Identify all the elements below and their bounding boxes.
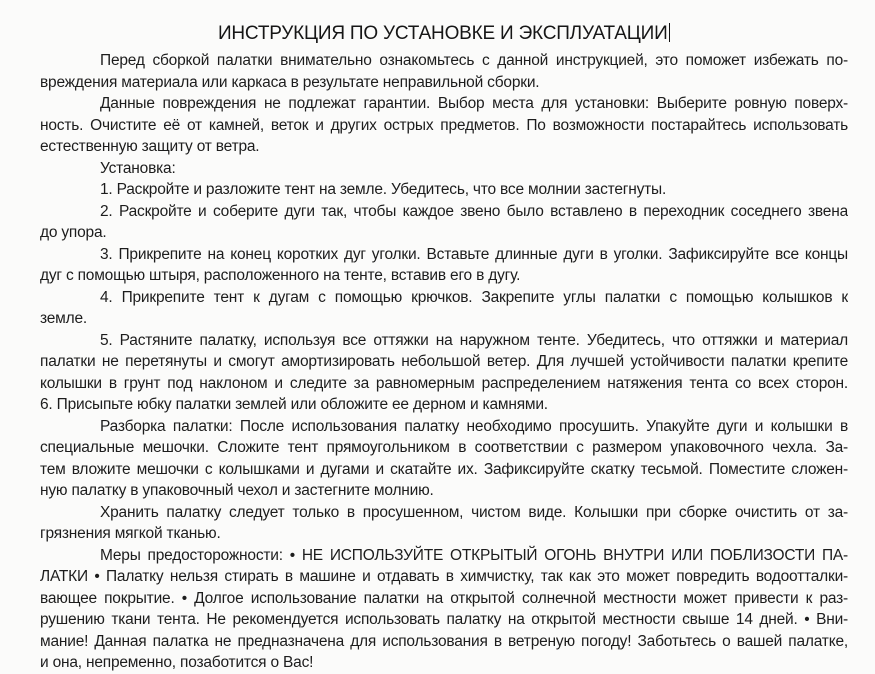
text-line[interactable]: грязнения мягкой тканью. — [40, 525, 221, 542]
document-title[interactable] — [40, 20, 848, 47]
document-title-text: ИНСТРУКЦИЯ ПО УСТАНОВКЕ И ЭКСПЛУАТАЦИИ — [217, 23, 668, 44]
text-line[interactable]: 6. Присыпьте юбку палатки землей или обложите ее дерном и камнями. — [40, 396, 548, 413]
text-line[interactable]: 4. Прикрепите тент к дугам с помощью крючков. Закрепите углы палатки с помощью колышков к — [100, 288, 848, 306]
text-line[interactable]: Меры предосторожности: • НЕ ИСПОЛЬЗУЙТЕ ОТКРЫТЫЙ ОГОНЬ ВНУТРИ ИЛИ ПОБЛИЗОСТИ ПА- — [100, 546, 848, 564]
text-line[interactable]: ную палатку в упаковочный чехол и застегните молнию. — [40, 482, 434, 499]
text-line[interactable]: мание! Данная палатка не предназначена для использования в ветреную погоду! Заботьтесь о вашей палатке, — [40, 632, 848, 650]
text-line[interactable]: Установка: — [100, 159, 176, 177]
text-line[interactable]: дуг с помощью штыря, расположенного на тенте, вставив его в дугу. — [40, 267, 521, 284]
text-line[interactable]: 3. Прикрепите на конец коротких дуг уголки. Вставьте длинные дуги в уголки. Зафиксируйте все концы — [100, 245, 848, 263]
text-line[interactable]: 1. Раскройте и разложите тент на земле. Убедитесь, что все молнии застегнуты. — [100, 181, 667, 198]
text-line[interactable]: тем вложите мешочки с колышками и дугами и скатайте их. Зафиксируйте скатку тесьмой. Поместите сложен- — [40, 460, 848, 478]
text-line[interactable]: вающее покрытие. • Долгое использование палатки на открытой солнечной местности может привести к раз- — [40, 589, 848, 607]
text-line[interactable]: Разборка палатки: После использования палатку необходимо просушить. Упакуйте дуги и колышки в — [100, 417, 848, 435]
text-line[interactable]: 5. Растяните палатку, используя все оттяжки на наружном тенте. Убедитесь, что оттяжки и материал — [100, 331, 848, 349]
text-line[interactable]: ЛАТКИ • Палатку нельзя стирать в машине и отдавать в химчистку, так как это может повредить водоотталки- — [40, 568, 848, 585]
text-line[interactable]: до упора. — [40, 224, 107, 241]
text-line[interactable]: естественную защиту от ветра. — [40, 138, 260, 155]
text-line[interactable]: ность. Очистите её от камней, веток и других острых предметов. По возможности постарайтесь использовать — [40, 116, 848, 134]
text-line[interactable]: колышки в грунт под наклоном и следите за равномерным распределением натяжения тента со всех сторон. — [40, 374, 848, 392]
text-line[interactable]: 2. Раскройте и соберите дуги так, чтобы каждое звено было вставлено в переходник соседнего звена — [100, 202, 848, 220]
text-line[interactable]: и она, непременно, позаботится о Вас! — [40, 654, 314, 671]
text-line[interactable]: палатки не перетянуты и смогут амортизировать небольшой ветер. Для лучшей устойчивости палатки крепите — [40, 353, 848, 370]
text-cursor — [669, 23, 671, 42]
text-line[interactable]: специальные мешочки. Сложите тент прямоугольником в соответствии с размером упаковочного чехла. За- — [40, 439, 848, 456]
text-line[interactable]: Перед сборкой палатки внимательно ознакомьтесь с данной инструкцией, это поможет избежать по- — [100, 52, 848, 69]
text-line[interactable]: земле. — [40, 310, 87, 327]
text-line[interactable]: вреждения материала или каркаса в результате неправильной сборки. — [40, 73, 540, 91]
document-lines — [40, 50, 848, 674]
text-line[interactable]: Данные повреждения не подлежат гарантии. Выбор места для установки: Выберите ровную поверх- — [100, 95, 848, 112]
text-line[interactable]: Хранить палатку следует только в просушенном, чистом виде. Колышки при сборке очистить от за- — [100, 503, 848, 521]
text-line[interactable]: рушению ткани тента. Не рекомендуется использовать палатку на открытой местности свыше 14 дней. • Вни- — [40, 611, 848, 628]
